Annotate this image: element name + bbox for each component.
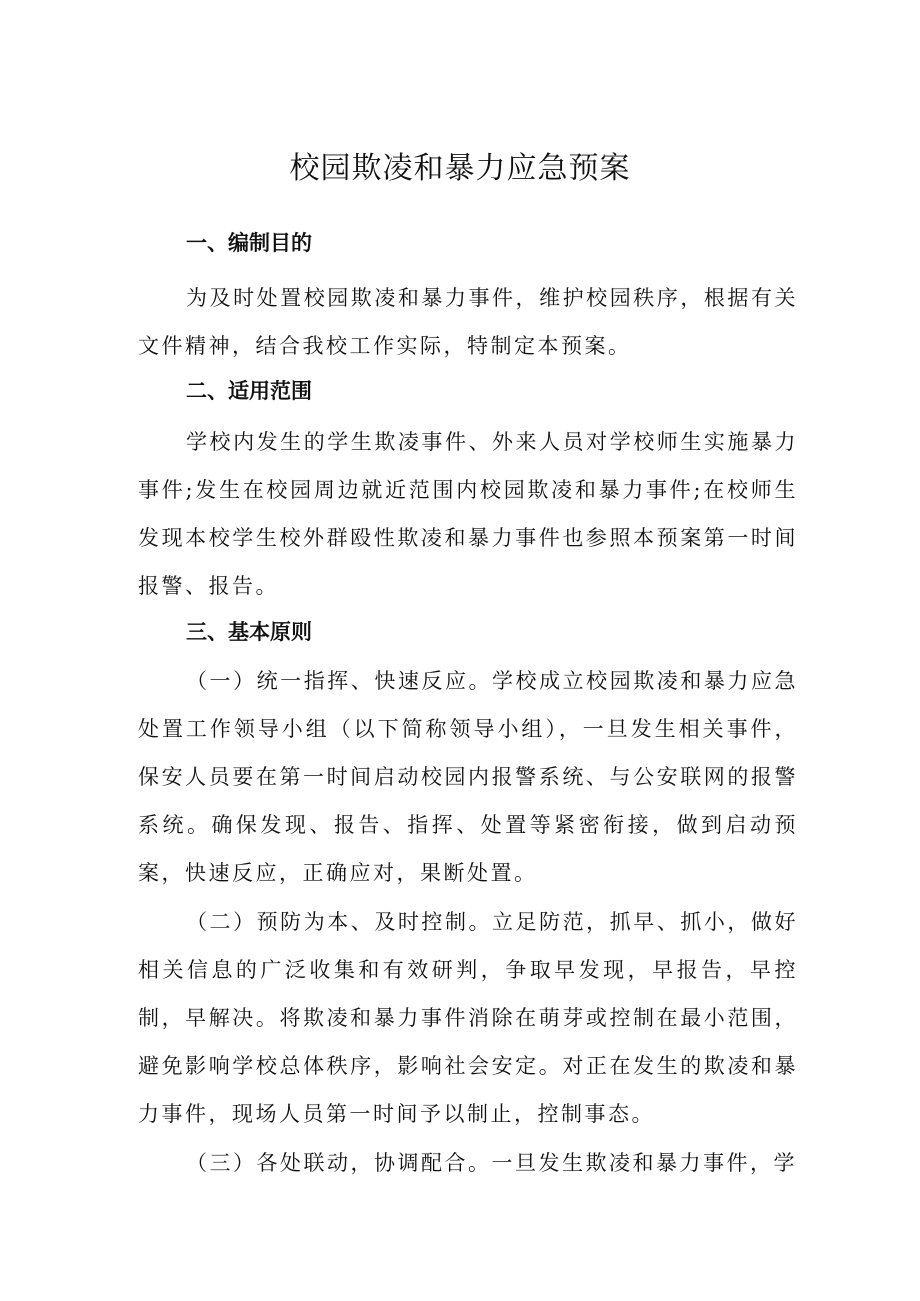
section-heading-purpose: 一、编制目的: [186, 231, 312, 255]
section-heading-scope: 二、适用范围: [186, 379, 312, 403]
paragraph-principle-2: （二）预防为本、及时控制。立足防范，抓早、抓小，做好相关信息的广泛收集和有效研判，争取早发现，早报告，早控制，早解决。将欺凌和暴力事件消除在萌芽或控制在最小范围，避免影响学校总体秩序，影响社会安定。对正在发生的欺凌和暴力事件，现场人员第一时间予以制止，控制事态。: [138, 910, 798, 1126]
paragraph-principle-3: （三）各处联动，协调配合。一旦发生欺凌和暴力事件，学: [186, 1151, 797, 1175]
paragraph-purpose: 为及时处置校园欺凌和暴力事件，维护校园秩序，根据有关文件精神，结合我校工作实际，特制定本预案。: [138, 286, 798, 358]
section-heading-principles: 三、基本原则: [186, 620, 312, 644]
paragraph-principle-1: （一）统一指挥、快速反应。学校成立校园欺凌和暴力应急处置工作领导小组（以下简称领导小组），一旦发生相关事件，保安人员要在第一时间启动校园内报警系统、与公安联网的报警系统。确保发现、报告、指挥、处置等紧密衔接，做到启动预案，快速反应，正确应对，果断处置。: [138, 669, 798, 885]
document-title: 校园欺凌和暴力应急预案: [289, 151, 631, 186]
paragraph-scope: 学校内发生的学生欺凌事件、外来人员对学校师生实施暴力事件;发生在校园周边就近范围内校园欺凌和暴力事件;在校师生发现本校学生校外群殴性欺凌和暴力事件也参照本预案第一时间报警、报告。: [138, 430, 798, 598]
